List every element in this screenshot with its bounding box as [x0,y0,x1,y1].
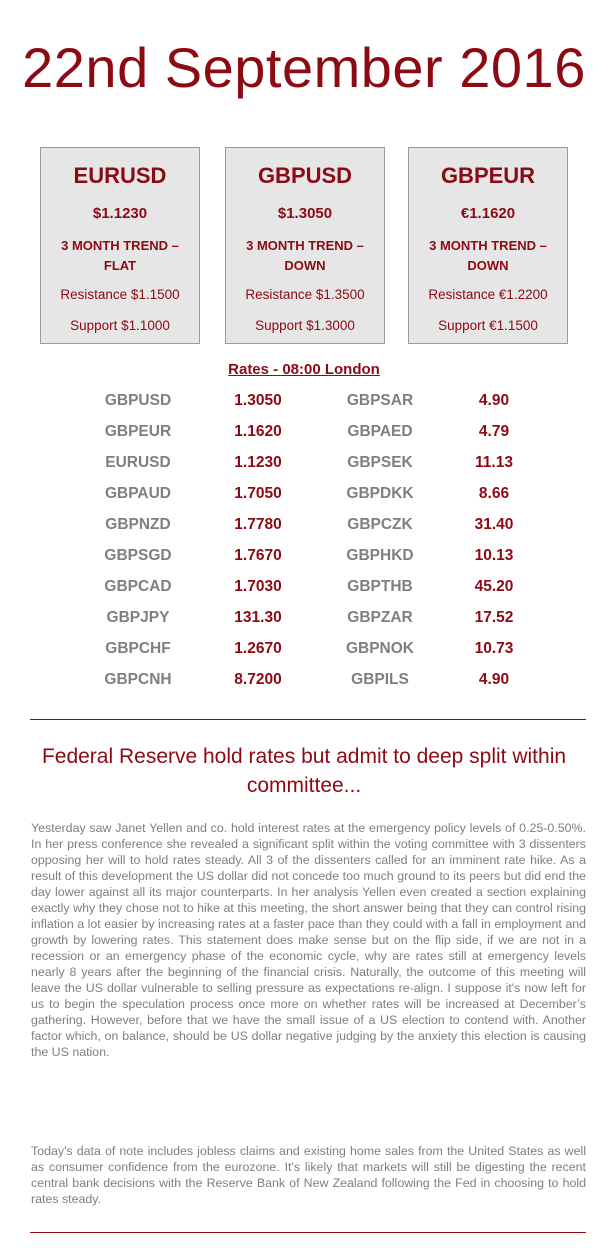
rate-value: 10.13 [474,547,514,564]
rate-pair: GBPTHB [347,578,413,595]
rate-value: 1.7780 [234,516,282,533]
rate-pair: GBPHKD [346,547,414,564]
rate-value: 11.13 [475,454,513,471]
rate-pair: EURUSD [105,454,171,471]
page-title: 22nd September 2016 [22,36,586,99]
card-rate: $1.1230 [92,205,148,222]
card-resistance: Resistance $1.1500 [60,287,180,302]
rate-pair: GBPEUR [104,423,172,440]
rate-row [0,447,608,478]
rate-value: 10.73 [474,640,514,657]
card-pair: GBPEUR [440,163,536,188]
card-gbpeur [408,147,568,344]
card-trend: 3 MONTH TREND – DOWN [246,238,364,273]
rate-pair: GBPAUD [104,485,172,502]
rate-value: 8.66 [478,485,510,502]
rate-pair: GBPZAR [347,609,413,626]
rate-pair: GBPCHF [105,640,171,657]
card-eurusd [40,147,200,344]
rate-value: 4.90 [478,392,510,409]
rate-value: 1.2670 [234,640,282,657]
rates-heading: Rates - 08:00 London [228,361,380,378]
rate-row [0,416,608,447]
rate-row [0,664,608,695]
rate-pair: GBPCNH [104,671,172,688]
card-support: Support €1.1500 [438,318,538,333]
rate-value: 45.20 [474,578,514,595]
rate-value: 1.3050 [234,392,282,409]
rate-row [0,571,608,602]
currency-cards [40,147,570,347]
article-paragraph: Today's data of note includes jobless claims and existing home sales from the United States as well as consumer confidence from the eurozone. It's likely that markets will still be digesting the recent central bank decisions with the Reserve Bank of New Zealand following the Fed in choosing to hold rates steady. [31,1144,586,1206]
rate-value: 1.7030 [234,578,282,595]
rate-pair: GBPILS [351,671,409,688]
rate-value: 131.30 [234,609,282,626]
divider [30,1232,586,1233]
rate-pair: GBPSGD [104,547,172,564]
rate-row [0,602,608,633]
rate-value: 1.7050 [234,485,282,502]
card-trend: 3 MONTH TREND – FLAT [61,238,179,273]
rate-pair: GBPSEK [347,454,413,471]
rate-value: 17.52 [474,609,514,626]
rate-value: 4.79 [478,423,510,440]
rate-pair: GBPNZD [105,516,171,533]
rate-pair: GBPCAD [104,578,172,595]
rate-value: 31.40 [474,516,514,533]
rate-pair: GBPSAR [346,392,414,409]
card-resistance: Resistance €1.2200 [428,287,548,302]
rate-pair: GBPAED [347,423,413,440]
rate-pair: GBPUSD [104,392,172,409]
rate-pair: GBPDKK [346,485,414,502]
card-gbpusd [225,147,385,344]
article-headline: Federal Reserve hold rates but admit to deep split within committee... [41,745,567,797]
card-rate: €1.1620 [460,205,516,222]
rate-row [0,540,608,571]
card-trend: 3 MONTH TREND – DOWN [429,238,547,273]
rate-row [0,478,608,509]
rate-value: 8.7200 [234,671,282,688]
rate-row [0,633,608,664]
card-support: Support $1.1000 [70,318,170,333]
rate-value: 4.90 [478,671,510,688]
rate-pair: GBPNOK [345,640,415,657]
rate-value: 1.1230 [234,454,282,471]
card-rate: $1.3050 [277,205,333,222]
rate-value: 1.7670 [234,547,282,564]
card-resistance: Resistance $1.3500 [245,287,365,302]
rate-row [0,509,608,540]
rate-pair: GBPJPY [106,609,170,626]
card-pair: EURUSD [73,163,167,188]
rate-row [0,385,608,416]
rate-pair: GBPCZK [347,516,413,533]
article-paragraph: Yesterday saw Janet Yellen and co. hold interest rates at the emergency policy levels of 0.25-0.50%. In her press conference she revealed a significant split within the voting committee with 3 dissenters opposing her will to hold rates steady. All 3 of the dissenters called for an imminent rate hike. As a result of this development the US dollar did not concede too much ground to its peers but did end the day lower against all its major counterparts. In her analysis Yellen even created a section explaining exactly why they chose not to hike at this meeting, the short answer being that they can control rising inflation a lot easier by increasing rates at a faster pace than they could with a fall in employment and growth by lowering rates. This statement does make sense but on the flip side, if we are not in a recession or an emergency phase of the economic cycle, why are rates still at emergency levels nearly 8 years after the beginning of the financial crisis. Naturally, the outcome of this meeting will leave the US dollar vulnerable to selling pressure as expectations re-align. I suppose it's now left for us to begin the speculation process once more on whether rates will be increased at December’s gathering. However, before that we have the small issue of a US election to contend with. Another factor which, on balance, should be US dollar negative judging by the anxiety this election is causing the US nation. [31,821,586,1059]
rate-value: 1.1620 [234,423,282,440]
card-pair: GBPUSD [257,163,353,188]
card-support: Support $1.3000 [255,318,355,333]
divider [30,719,586,720]
